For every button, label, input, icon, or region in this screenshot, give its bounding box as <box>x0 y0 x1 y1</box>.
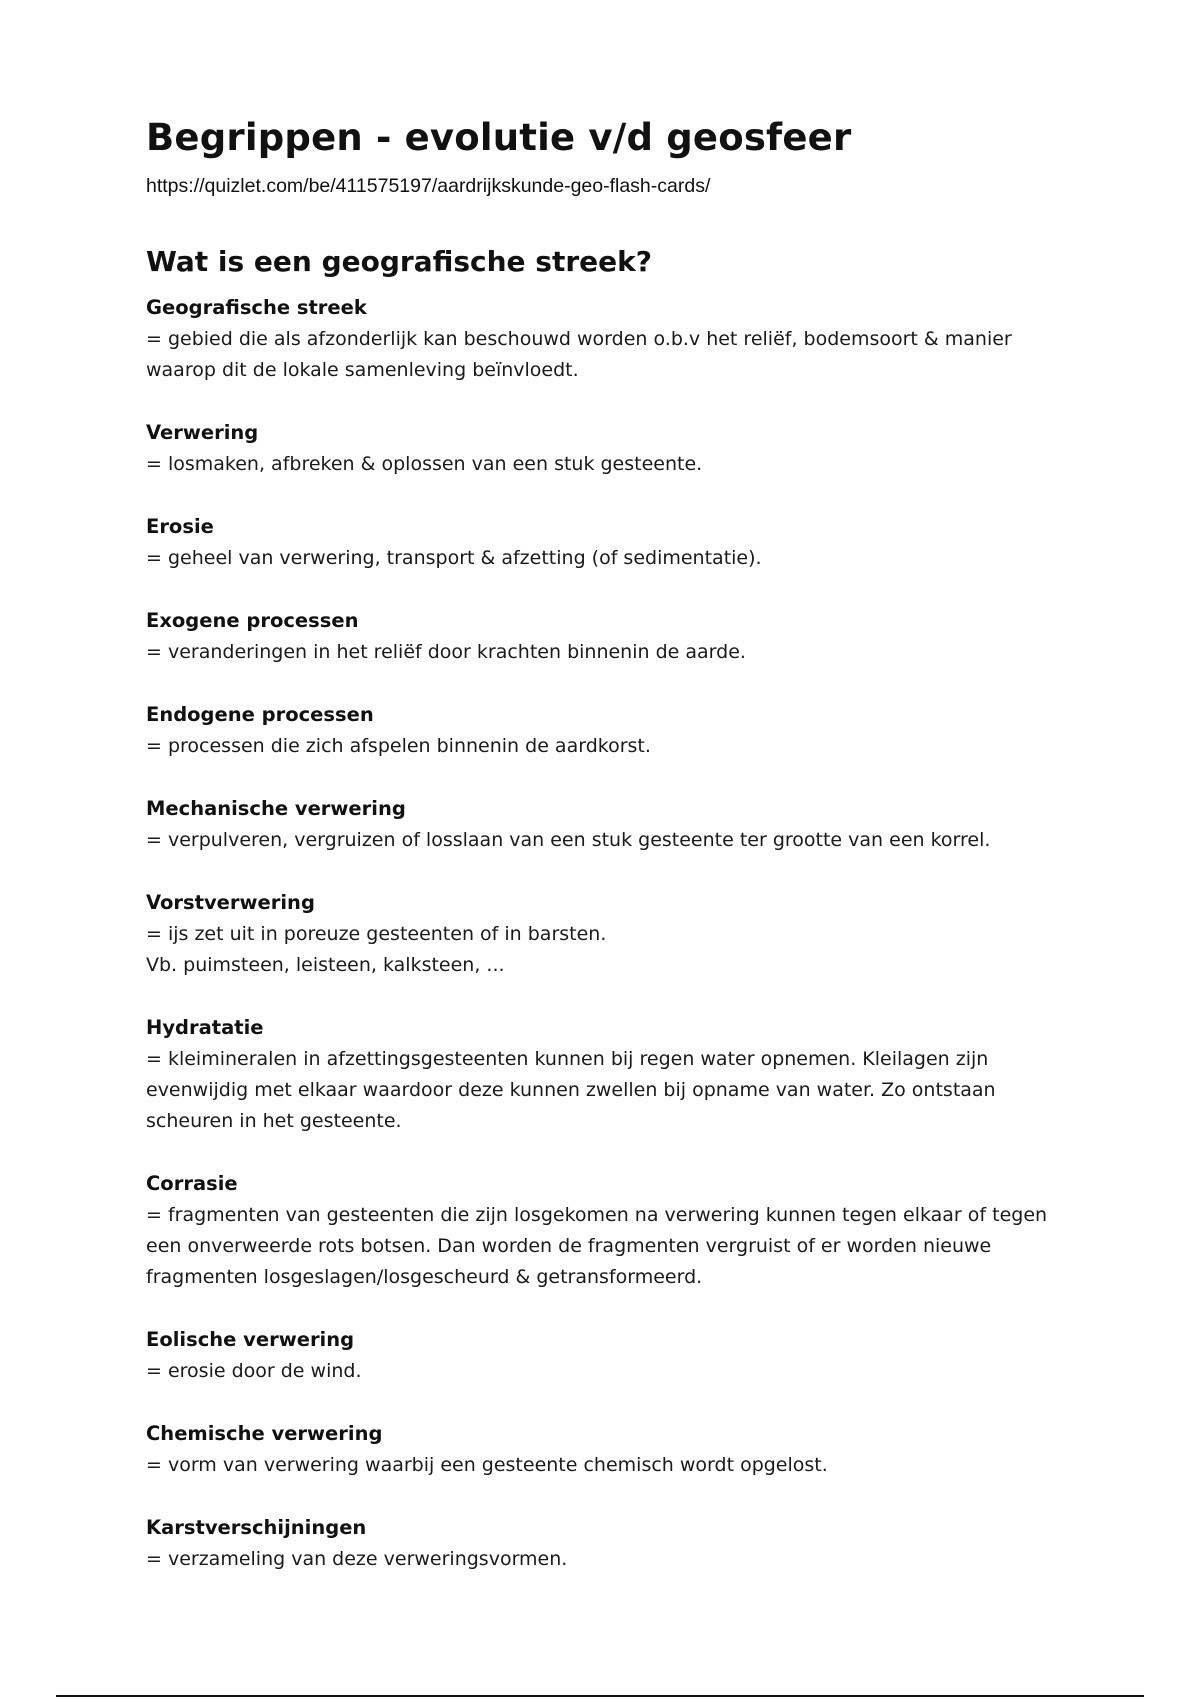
term-example: Vb. puimsteen, leisteen, kalksteen, ... <box>146 954 505 976</box>
term-corrasie <box>146 1168 1076 1293</box>
term-name: Eolische verwering <box>146 1328 355 1351</box>
term-exogene-processen <box>146 605 1076 668</box>
section-heading: Wat is een geografische streek? <box>146 245 652 278</box>
term-karstverschijningen <box>146 1512 1076 1575</box>
term-definition: = erosie door de wind. <box>146 1360 362 1382</box>
term-definition: = vorm van verwering waarbij een gesteente chemisch wordt opgelost. <box>146 1454 828 1476</box>
term-definition: = veranderingen in het reliëf door krachten binnenin de aarde. <box>146 641 746 663</box>
term-name: Chemische verwering <box>146 1422 383 1445</box>
term-definition: = ijs zet uit in poreuze gesteenten of in barsten. <box>146 923 607 945</box>
term-name: Verwering <box>146 421 259 444</box>
term-verwering <box>146 417 1076 480</box>
term-name: Exogene processen <box>146 609 359 632</box>
term-vorstverwering <box>146 887 1076 981</box>
source-url: https://quizlet.com/be/411575197/aardrijkskunde-geo-flash-cards/ <box>146 175 711 197</box>
term-definition: = gebied die als afzonderlijk kan beschouwd worden o.b.v het reliëf, bodemsoort & manier waarop dit de lokale samenleving beïnvloedt. <box>146 328 1012 381</box>
document-page <box>146 112 1076 1606</box>
term-name: Karstverschijningen <box>146 1516 367 1539</box>
term-definition: = verzameling van deze verweringsvormen. <box>146 1548 568 1570</box>
term-definition: = fragmenten van gesteenten die zijn losgekomen na verwering kunnen tegen elkaar of tegen een onverweerde rots botsen. Dan worden de fragmenten vergruist of er worden nieuwe fragmenten losgeslagen/losgescheurd & getransformeerd. <box>146 1204 1048 1288</box>
term-erosie <box>146 511 1076 574</box>
term-geografische-streek <box>146 292 1076 386</box>
term-name: Erosie <box>146 515 214 538</box>
term-name: Geografische streek <box>146 296 367 319</box>
term-mechanische-verwering <box>146 793 1076 856</box>
term-definition: = losmaken, afbreken & oplossen van een stuk gesteente. <box>146 453 703 475</box>
term-name: Corrasie <box>146 1172 238 1195</box>
term-name: Vorstverwering <box>146 891 315 914</box>
term-chemische-verwering <box>146 1418 1076 1481</box>
term-name: Endogene processen <box>146 703 374 726</box>
page-title: Begrippen - evolutie v/d geosfeer <box>146 116 852 159</box>
term-endogene-processen <box>146 699 1076 762</box>
term-definition: = processen die zich afspelen binnenin de aardkorst. <box>146 735 651 757</box>
term-eolische-verwering <box>146 1324 1076 1387</box>
term-definition: = verpulveren, vergruizen of losslaan van een stuk gesteente ter grootte van een korrel. <box>146 829 991 851</box>
term-definition: = kleimineralen in afzettingsgesteenten kunnen bij regen water opnemen. Kleilagen zijn evenwijdig met elkaar waardoor deze kunnen zwellen bij opname van water. Zo ontstaan scheuren in het gesteente. <box>146 1048 996 1132</box>
term-name: Hydratatie <box>146 1016 264 1039</box>
term-hydratatie <box>146 1012 1076 1137</box>
term-name: Mechanische verwering <box>146 797 406 820</box>
term-definition: = geheel van verwering, transport & afzetting (of sedimentatie). <box>146 547 762 569</box>
term-list <box>146 292 1076 1575</box>
page-bottom-divider <box>56 1695 1144 1697</box>
